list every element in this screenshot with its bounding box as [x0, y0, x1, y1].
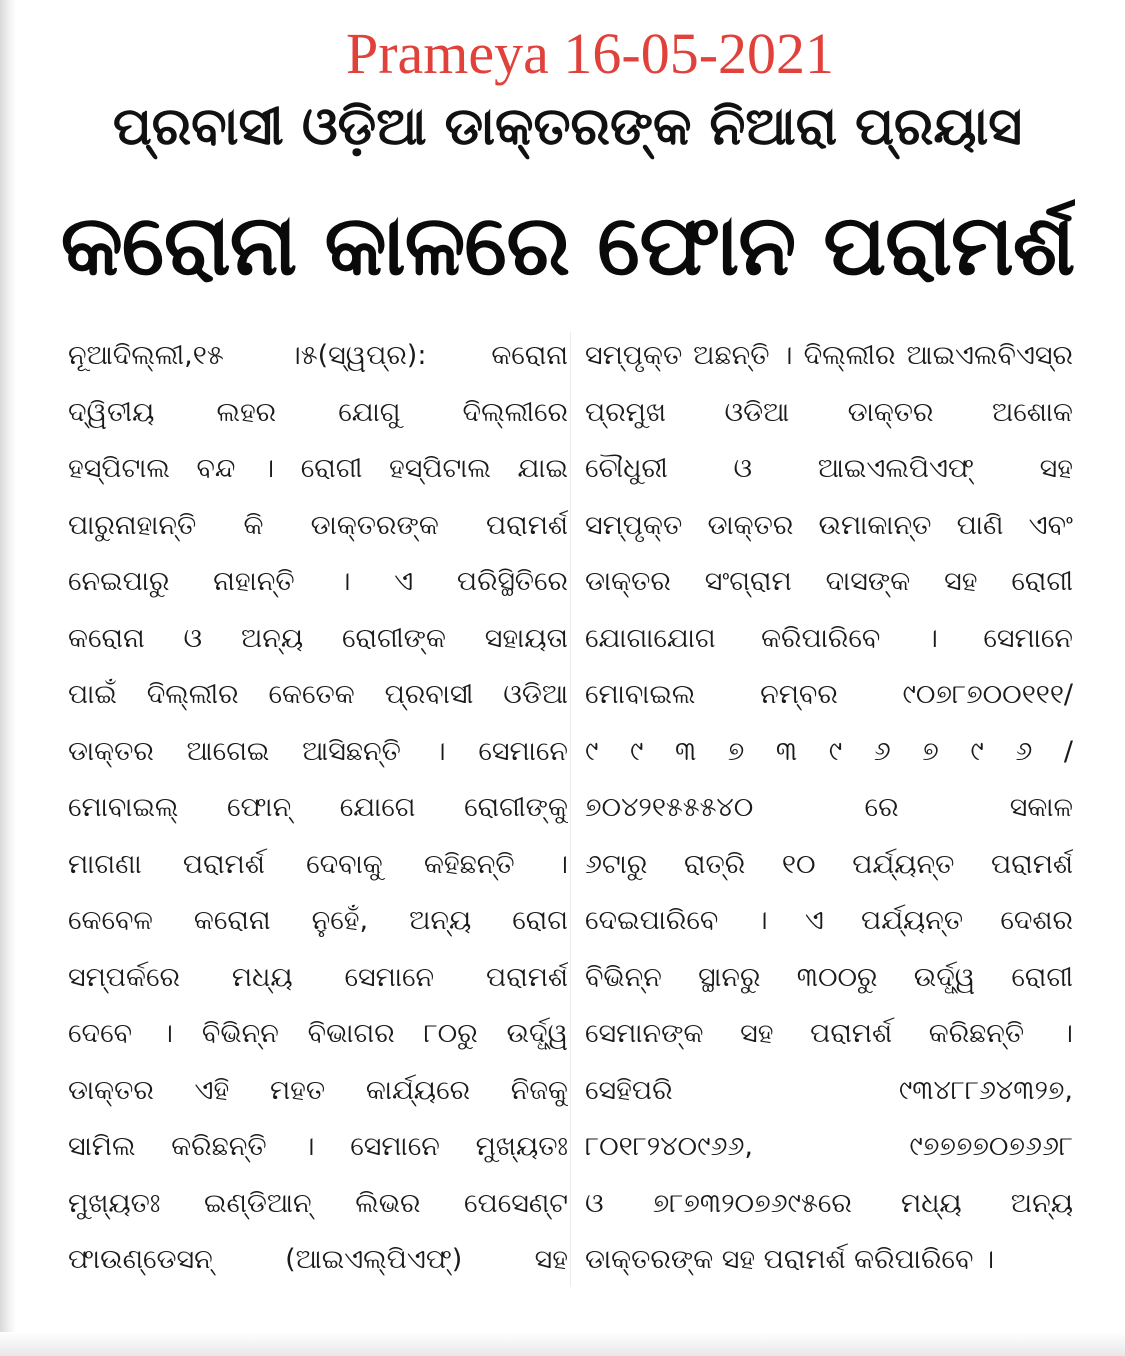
- text-line: ମାଗଣା ପରାମର୍ଶ ଦେବାକୁ କହିଛନ୍ତି ।: [68, 848, 568, 880]
- text-line: ମୁଖ୍ୟତଃ ଇଣ୍ଡିଆନ୍ ଲିଭର ପେସେଣ୍ଟ: [68, 1187, 568, 1219]
- page-fold-shadow: [0, 0, 16, 1356]
- phone-numbers-line: ୯ ୯ ୩ ୭ ୩ ୯ ୬ ୭ ୯ ୬ /: [585, 735, 1073, 767]
- text-line: ଡାକ୍ତର ସଂଗ୍ରାମ ଦାସଙ୍କ ସହ ରୋଗୀ: [585, 566, 1073, 597]
- text-line: ପାଇଁ ଦିଲ୍ଲୀର କେତେକ ପ୍ରବାସୀ ଓଡିଆ: [68, 679, 568, 710]
- text-line: ଡାକ୍ତର ଆଗେଇ ଆସିଛନ୍ତି । ସେମାନେ: [68, 735, 568, 767]
- sub-headline: ପ୍ରବାସୀ ଓଡ଼ିଆ ଡାକ୍ତରଙ୍କ ନିଆରା ପ୍ରୟାସ: [112, 97, 1023, 157]
- text-line: ସମ୍ପର୍କରେ ମଧ୍ୟ ସେମାନେ ପରାମର୍ଶ: [68, 961, 568, 993]
- article-column-left: [68, 328, 568, 1289]
- text-line: ସମ୍ପୃକ୍ତ ଅଛନ୍ତି । ଦିଲ୍ଲୀର ଆଇଏଲବିଏସ୍‌ର: [585, 340, 1073, 371]
- phone-numbers-line: ୮୦୧୮୨୪୦୯୬୬, ୯୭୭୭୭୦୭୬୬୮: [585, 1131, 1073, 1162]
- text-line: ହସ୍ପିଟାଲ ବନ୍ଦ । ରୋଗୀ ହସ୍ପିଟାଲ ଯାଇ: [68, 453, 568, 484]
- phone-numbers-line: ସେହିପରି ୯୩୪୮୮୬୪୩୨୭,: [585, 1074, 1073, 1106]
- page-bottom-shadow: [0, 1332, 1125, 1356]
- text-line: ବିଭିନ୍ନ ସ୍ଥାନରୁ ୩୦୦ରୁ ଉର୍ଦ୍ଧ୍ୱ ରୋଗୀ: [585, 961, 1073, 993]
- text-line: ଦେଇପାରିବେ । ଏ ପର୍ଯ୍ୟନ୍ତ ଦେଶର: [585, 905, 1073, 936]
- phone-numbers-line: ୭୦୪୨୧୫୫୫୪୦ ରେ ସକାଳ: [585, 792, 1073, 823]
- phone-numbers-line: ଓ ୭୮୭୩୨୦୭୬୯୫ରେ ମଧ୍ୟ ଅନ୍ୟ: [585, 1187, 1073, 1219]
- main-headline: କରୋନା କାଳରେ ଫୋନ ପରାମର୍ଶ: [60, 196, 1075, 294]
- text-line: ଦ୍ୱିତୀୟ ଲହର ଯୋଗୁ ଦିଲ୍ଲୀରେ: [68, 396, 568, 428]
- text-line: ନୂଆଦିଲ୍ଲୀ,୧୫ ।୫(ସ୍ୱପ୍ର): କରୋନା: [68, 340, 568, 371]
- text-line: ସାମିଲ କରିଛନ୍ତି । ସେମାନେ ମୁଖ୍ୟତଃ: [68, 1131, 568, 1162]
- column-divider: [570, 332, 571, 1287]
- text-line: କରୋନା ଓ ଅନ୍ୟ ରୋଗୀଙ୍କ ସହାୟତା: [68, 622, 568, 654]
- article-column-right: [585, 328, 1073, 1289]
- text-line: ଡାକ୍ତରଙ୍କ ସହ ପରାମର୍ଶ କରିପାରିବେ ।: [585, 1244, 995, 1275]
- text-line: ଯୋଗାଯୋଗ କରିପାରିବେ । ସେମାନେ: [585, 622, 1073, 654]
- text-line: କେବେଳ କରୋନା ନୁହେଁ, ଅନ୍ୟ ରୋଗ: [68, 905, 568, 936]
- text-line: ସେମାନଙ୍କ ସହ ପରାମର୍ଶ କରିଛନ୍ତି ।: [585, 1018, 1073, 1049]
- text-line: ମୋବାଇଲ୍ ଫୋନ୍ ଯୋଗେ ରୋଗୀଙ୍କୁ: [68, 792, 568, 823]
- text-line: ନେଇପାରୁ ନାହାନ୍ତି । ଏ ପରିସ୍ଥିତିରେ: [68, 566, 568, 597]
- text-line: ଚୌଧୁରୀ ଓ ଆଇଏଲପିଏଫ୍ ସହ: [585, 453, 1073, 484]
- text-line: ୬ଟାରୁ ରାତ୍ରି ୧୦ ପର୍ଯ୍ୟନ୍ତ ପରାମର୍ଶ: [585, 848, 1073, 880]
- text-line: ଦେବେ । ବିଭିନ୍ନ ବିଭାଗର ୮୦ରୁ ଉର୍ଦ୍ଧ୍ୱ: [68, 1018, 568, 1049]
- text-line: ପାରୁନାହାନ୍ତି କି ଡାକ୍ତରଙ୍କ ପରାମର୍ଶ: [68, 509, 568, 541]
- phone-numbers-line: ମୋବାଇଲ ନମ୍ବର ୯୦୭୮୭୦୦୧୧୧/: [585, 679, 1073, 710]
- source-caption: Prameya 16-05-2021: [345, 21, 835, 86]
- text-line: ଫାଉଣ୍ଡେସନ୍ (ଆଇଏଲ୍‌ପିଏଫ୍) ସହ: [68, 1244, 568, 1275]
- text-line: ପ୍ରମୁଖ ଓଡିଆ ଡାକ୍ତର ଅଶୋକ: [585, 396, 1073, 428]
- text-line: ସମ୍ପୃକ୍ତ ଡାକ୍ତର ଉମାକାନ୍ତ ପାଣି ଏବଂ: [585, 509, 1073, 541]
- text-line: ଡାକ୍ତର ଏହି ମହତ କାର୍ଯ୍ୟରେ ନିଜକୁ: [68, 1074, 568, 1106]
